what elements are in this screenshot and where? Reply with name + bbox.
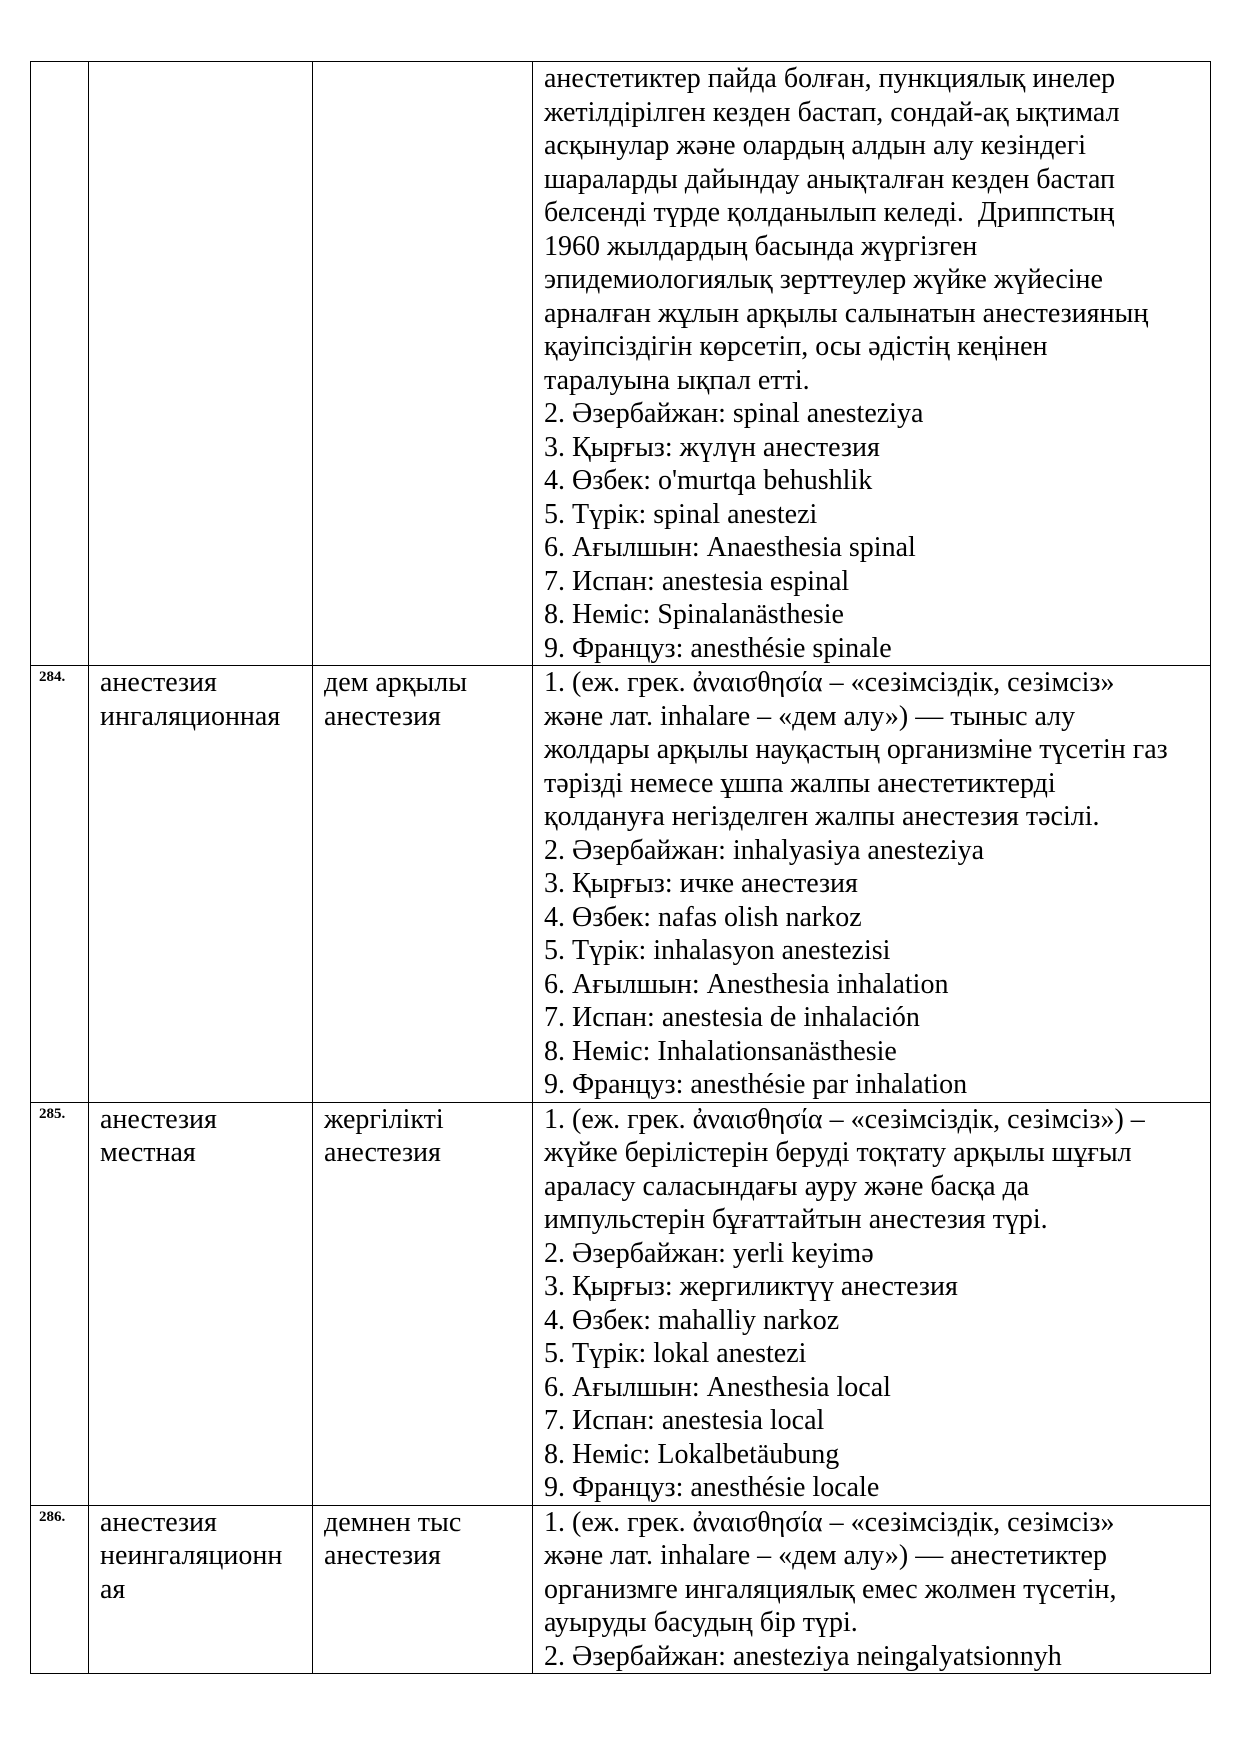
entry-number-cell	[31, 1505, 89, 1674]
kazakh-term-line: анестезия	[324, 700, 441, 732]
kazakh-term-cell	[313, 666, 533, 1103]
description-line: анестетиктер пайда болған, пункциялық инелер	[544, 63, 1116, 94]
description-line: 9. Француз: anesthésie spinale	[544, 632, 892, 664]
description-line: жетілдірілген кезден бастап, сондай-ақ ықтимал	[544, 96, 1120, 128]
description-cell	[533, 666, 1211, 1103]
russian-term-line: местная	[100, 1137, 196, 1168]
kazakh-term-cell	[313, 1102, 533, 1505]
description-line: ауыруды басудың бір түрі.	[544, 1607, 858, 1638]
description-line: 8. Неміс: Lokalbetäubung	[544, 1438, 840, 1470]
entry-number: 286.	[39, 1508, 66, 1525]
description-line: және лат. inhalare – «дем алу») — тыныс алу	[544, 700, 1076, 732]
description-line: 7. Испан: anestesia espinal	[544, 565, 850, 597]
entry-number-cell	[31, 666, 89, 1103]
description-line: 2. Әзербайжан: yerli keyimə	[544, 1237, 874, 1269]
description-line: және лат. inhalare – «дем алу») — анестетиктер	[544, 1540, 1107, 1571]
description-line: 4. Өзбек: nafas olish narkoz	[544, 901, 862, 933]
description-line: 3. Қырғыз: ичке анестезия	[544, 868, 858, 899]
kazakh-term-cell	[313, 1505, 533, 1674]
russian-term-cell	[89, 1505, 313, 1674]
kazakh-term-line: жергілікті	[324, 1103, 444, 1135]
table-body	[31, 62, 1211, 1674]
kazakh-term-cell	[313, 62, 533, 666]
description-line: 5. Түрік: lokal anestezi	[544, 1338, 807, 1369]
description-line: қолдануға негізделген жалпы анестезия тәсілі.	[544, 801, 1100, 832]
entry-number-cell	[31, 1102, 89, 1505]
kazakh-term-line: анестезия	[324, 1137, 441, 1168]
description-line: 5. Түрік: spinal anestezi	[544, 498, 818, 530]
description-line: жолдары арқылы науқастың организміне түсетін газ	[544, 734, 1168, 765]
description-line: 4. Өзбек: o'murtqa behushlik	[544, 465, 873, 496]
kazakh-term-line: демнен тыс	[324, 1506, 462, 1538]
description-line: эпидемиологиялық зерттеулер жүйке жүйесіне	[544, 264, 1103, 295]
description-line: 3. Қырғыз: жүлүн анестезия	[544, 431, 880, 463]
description-line: 8. Неміс: Spinalanästhesie	[544, 599, 844, 630]
description-line: 9. Француз: anesthésie par inhalation	[544, 1069, 968, 1100]
russian-term-line: ингаляционная	[100, 700, 281, 732]
entry-number: 285.	[39, 1105, 66, 1122]
description-line: 5. Түрік: inhalasyon anestezisi	[544, 935, 891, 966]
russian-term-line: анестезия	[100, 1103, 217, 1135]
description-line: импульстерін бұғаттайтын анестезия түрі.	[544, 1204, 1048, 1235]
entry-number: 284.	[39, 669, 66, 685]
description-line: асқынулар және олардың алдын алу кезіндегі	[544, 130, 1087, 161]
description-line: араласу саласындағы ауру және басқа да	[544, 1170, 1030, 1202]
description-line: таралуына ықпал етті.	[544, 364, 810, 396]
description-line: 1. (еж. грек. ἀναισθησία – «сезімсіздік, сезімсіз»	[544, 667, 1115, 698]
description-cell	[533, 1102, 1211, 1505]
description-line: 2. Әзербайжан: spinal anesteziya	[544, 398, 924, 429]
description-line: 8. Неміс: Inhalationsanästhesie	[544, 1035, 897, 1067]
terminology-table	[30, 61, 1211, 1674]
description-line: белсенді түрде қолданылып келеді. Дриппстың	[544, 197, 1115, 228]
description-line: жүйке берілістерін беруді тоқтату арқылы шұғыл	[544, 1137, 1132, 1168]
russian-term-cell	[89, 62, 313, 666]
description-line: 2. Әзербайжан: inhalyasiya anesteziya	[544, 834, 985, 866]
russian-term-line: анестезия	[100, 1506, 217, 1538]
description-line: 3. Қырғыз: жергиликтүү анестезия	[544, 1271, 958, 1302]
description-line: 2. Әзербайжан: anesteziya neingalyatsionnyh	[544, 1640, 1062, 1672]
description-line: 7. Испан: anestesia local	[544, 1405, 825, 1436]
description-line: организмге ингаляциялық емес жолмен түсетін,	[544, 1573, 1117, 1605]
description-line: 6. Ағылшын: Anaesthesia spinal	[544, 532, 916, 563]
description-line: тәрізді немесе ұшпа жалпы анестетиктерді	[544, 767, 1056, 799]
description-line: арналған жұлын арқылы салынатын анестезияның	[544, 297, 1149, 329]
description-line: 9. Француз: anesthésie locale	[544, 1472, 880, 1503]
description-line: қауіпсіздігін көрсетіп, осы әдістің кеңінен	[544, 331, 1048, 362]
description-line: 4. Өзбек: mahalliy narkoz	[544, 1304, 840, 1336]
description-line: 6. Ағылшын: Anesthesia inhalation	[544, 968, 949, 1000]
table-row	[31, 1102, 1211, 1505]
russian-term-cell	[89, 666, 313, 1103]
description-line: 6. Ағылшын: Anesthesia local	[544, 1371, 891, 1403]
description-line: 1. (еж. грек. ἀναισθησία – «сезімсіздік, сезімсіз»	[544, 1506, 1115, 1538]
russian-term-cell	[89, 1102, 313, 1505]
description-line: 1. (еж. грек. ἀναισθησία – «сезімсіздік, сезімсіз») –	[544, 1103, 1145, 1135]
description-line: 1960 жылдардың басында жүргізген	[544, 230, 978, 262]
table-row	[31, 1505, 1211, 1674]
kazakh-term-line: дем арқылы	[324, 667, 468, 698]
description-cell	[533, 62, 1211, 666]
description-cell	[533, 1505, 1211, 1674]
russian-term-line: анестезия	[100, 667, 217, 698]
description-line: шараларды дайындау анықталған кезден бастап	[544, 163, 1116, 195]
russian-term-line: ая	[100, 1573, 126, 1605]
kazakh-term-line: анестезия	[324, 1540, 441, 1571]
russian-term-line: неингаляционн	[100, 1540, 283, 1571]
table-row	[31, 666, 1211, 1103]
table-row	[31, 62, 1211, 666]
description-line: 7. Испан: anestesia de inhalación	[544, 1002, 920, 1033]
entry-number-cell	[31, 62, 89, 666]
